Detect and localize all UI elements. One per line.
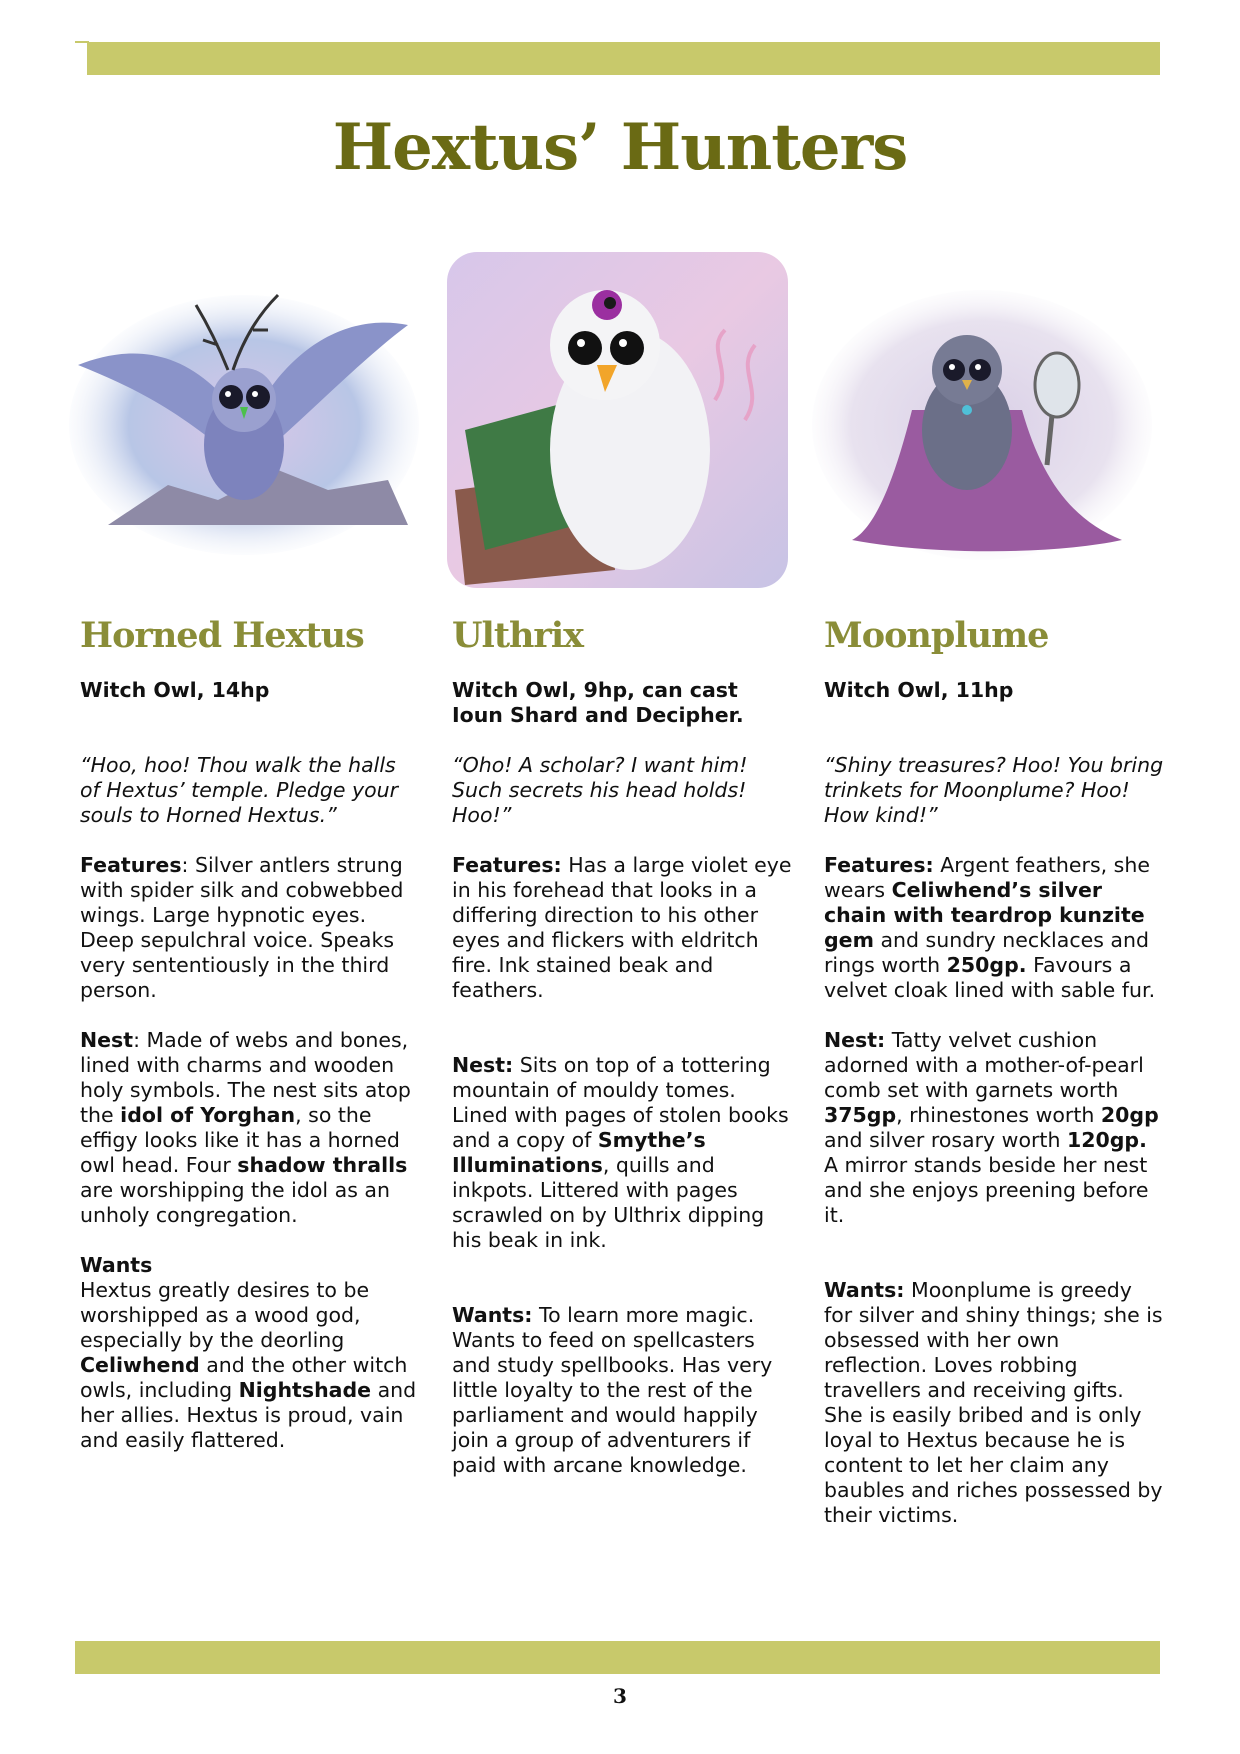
features-paragraph bbox=[824, 853, 1164, 1003]
creature-name: Ulthrix bbox=[452, 615, 584, 656]
creature-card-horned-hextus bbox=[80, 612, 420, 1478]
features-text: Favours a velvet cloak lined with sable fur. bbox=[824, 953, 1156, 1002]
page-title: Hextus’ Hunters bbox=[332, 110, 908, 185]
horned-hextus-illustration bbox=[68, 285, 420, 560]
moonplume-illustration bbox=[812, 290, 1152, 560]
features-label: Features: bbox=[824, 853, 934, 877]
nest-text: , so the effigy looks like it has a horned owl head. Four bbox=[80, 1103, 400, 1177]
nest-text: , quills and inkpots. Littered with pages scrawled on by Ulthrix dipping his beak in ink. bbox=[452, 1153, 765, 1252]
nest-text: and silver rosary worth bbox=[824, 1128, 1067, 1152]
features-text: and sundry necklaces and rings worth bbox=[824, 928, 1149, 977]
nest-label: Nest bbox=[80, 1028, 134, 1052]
nest-highlight: Smythe’s Illuminations bbox=[452, 1128, 706, 1177]
nest-highlight: 375gp bbox=[824, 1103, 897, 1127]
bottom-decorative-bar bbox=[75, 1641, 1160, 1674]
creature-name: Horned Hextus bbox=[80, 615, 364, 656]
features-text: Argent feathers, she wears bbox=[824, 853, 1150, 902]
creature-name: Moonplume bbox=[824, 615, 1049, 656]
nest-paragraph bbox=[80, 1028, 420, 1228]
wants-text: and her allies. Hextus is proud, vain and easily flattered. bbox=[80, 1378, 417, 1452]
top-decorative-bar bbox=[87, 42, 1160, 75]
nest-text: A mirror stands beside her nest and she enjoys preening before it. bbox=[824, 1153, 1149, 1227]
features-label: Features: bbox=[452, 853, 562, 877]
wants-highlight: Nightshade bbox=[238, 1378, 372, 1402]
wants-label: Wants: bbox=[452, 1303, 533, 1327]
wants-label: Wants: bbox=[824, 1278, 905, 1302]
creature-quote: “Oho! A scholar? I want him! Such secrets his head holds! Hoo!” bbox=[452, 753, 748, 827]
creature-quote: “Shiny treasures? Hoo! You bring trinkets for Moonplume? Hoo! How kind!” bbox=[824, 753, 1164, 827]
features-paragraph bbox=[452, 853, 792, 1003]
creature-quote: “Hoo, hoo! Thou walk the halls of Hextus’ temple. Pledge your souls to Horned Hextus.” bbox=[80, 753, 399, 827]
creature-stat-line: Witch Owl, 11hp bbox=[824, 678, 1014, 702]
wants-highlight: Celiwhend bbox=[80, 1353, 200, 1377]
features-label: Features bbox=[80, 853, 182, 877]
features-highlight: Celiwhend’s silver chain with teardrop kunzite gem bbox=[824, 878, 1145, 952]
features-paragraph bbox=[80, 853, 420, 1003]
wants-paragraph bbox=[824, 1278, 1164, 1528]
creature-card-ulthrix bbox=[452, 612, 792, 1503]
creature-card-moonplume bbox=[824, 612, 1164, 1553]
wants-paragraph bbox=[80, 1253, 420, 1453]
nest-highlight: idol of Yorghan bbox=[120, 1103, 296, 1127]
creature-stat-line: Witch Owl, 14hp bbox=[80, 678, 270, 702]
wants-text: and the other witch owls, including bbox=[80, 1353, 408, 1402]
nest-text: are worshipping the idol as an unholy congregation. bbox=[80, 1178, 390, 1227]
features-text: : Silver antlers strung with spider silk and cobwebbed wings. Large hypnotic eyes. Deep sepulchral voice. Speaks very sententiously in the third person. bbox=[80, 853, 404, 1002]
wants-label: Wants bbox=[80, 1253, 153, 1277]
wants-paragraph bbox=[452, 1303, 792, 1478]
wants-text: To learn more magic. Wants to feed on spellcasters and study spellbooks. Has very little loyalty to the rest of the parliament and would happily join a group of adventurers if paid with arcane knowledge. bbox=[452, 1303, 773, 1477]
wants-text: Moonplume is greedy for silver and shiny things; she is obsessed with her own reflection. Loves robbing travellers and receiving gifts. She is easily bribed and is only loyal to Hextus because he is content to let her claim any baubles and riches possessed by their victims. bbox=[824, 1278, 1163, 1527]
features-text: Has a large violet eye in his forehead that looks in a differing direction to his other eyes and flickers with eldritch fire. Ink stained beak and feathers. bbox=[452, 853, 792, 1002]
wants-text: Hextus greatly desires to be worshipped as a wood god, especially by the deorling bbox=[80, 1278, 370, 1352]
nest-highlight: shadow thralls bbox=[237, 1153, 408, 1177]
creature-stat-line: Witch Owl, 9hp, can cast Ioun Shard and Decipher. bbox=[452, 678, 744, 727]
page-number: 3 bbox=[613, 1684, 627, 1708]
ulthrix-illustration bbox=[445, 250, 790, 590]
nest-paragraph bbox=[824, 1028, 1164, 1228]
nest-text: Sits on top of a tottering mountain of mouldy tomes. Lined with pages of stolen books and a copy of bbox=[452, 1053, 789, 1152]
nest-paragraph bbox=[452, 1053, 792, 1253]
nest-text: , rhinestones worth bbox=[896, 1103, 1101, 1127]
nest-highlight: 20gp bbox=[1100, 1103, 1159, 1127]
nest-label: Nest: bbox=[452, 1053, 514, 1077]
nest-text: : Made of webs and bones, lined with charms and wooden holy symbols. The nest sits atop the bbox=[80, 1028, 411, 1127]
nest-text: Tatty velvet cushion adorned with a mother-of-pearl comb set with garnets worth bbox=[824, 1028, 1144, 1102]
nest-label: Nest: bbox=[824, 1028, 886, 1052]
nest-highlight: 120gp. bbox=[1066, 1128, 1147, 1152]
features-highlight: 250gp. bbox=[946, 953, 1027, 977]
